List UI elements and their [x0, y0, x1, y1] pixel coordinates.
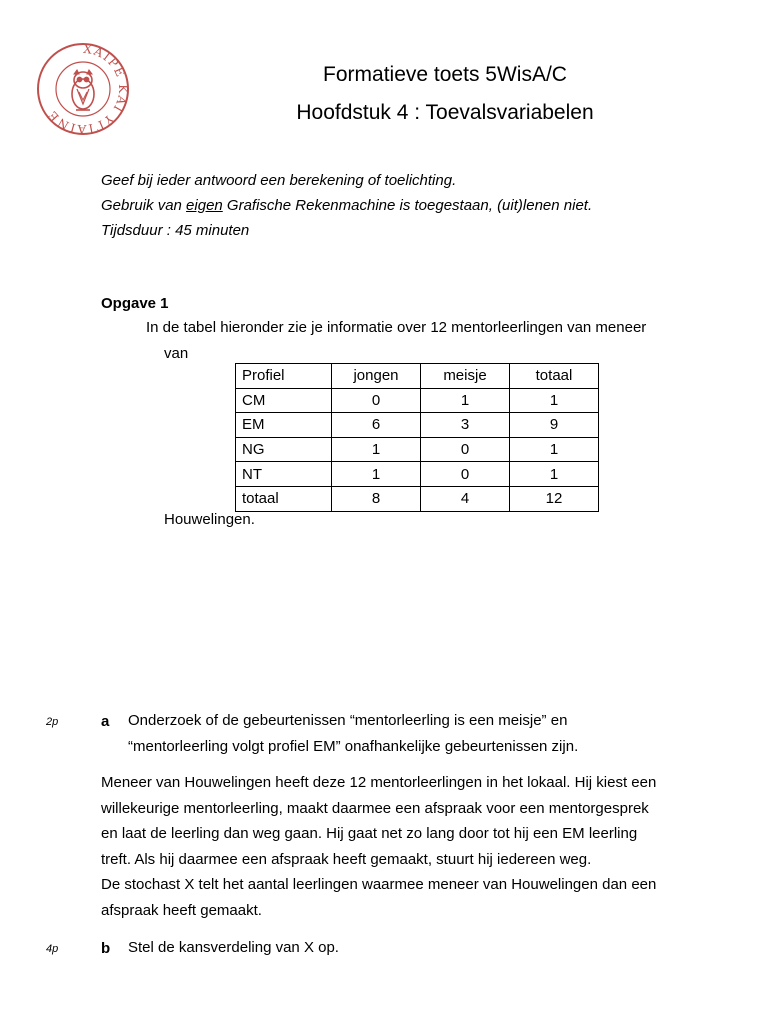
school-logo — [36, 42, 130, 136]
table-cell: 1 — [510, 462, 599, 487]
instruction-line-2 — [101, 193, 592, 218]
table-row — [236, 437, 599, 462]
table-cell: 12 — [510, 486, 599, 511]
exercise-title: Opgave 1 — [101, 295, 169, 312]
table-cell: totaal — [236, 486, 332, 511]
instruction-underlined-word: eigen — [186, 197, 223, 214]
table-cell: 6 — [332, 413, 421, 438]
table-cell: 9 — [510, 413, 599, 438]
instruction-line-1: Geef bij ieder antwoord een berekening of toelichting. — [101, 172, 457, 189]
paragraph-line: willekeurige mentorleerling, maakt daarmee een afspraak voor een mentorgesprek — [101, 799, 649, 817]
table-row — [236, 413, 599, 438]
exercise-intro-line-1: In de tabel hieronder zie je informatie over 12 mentorleerlingen van meneer — [146, 319, 647, 336]
instructions — [101, 168, 592, 243]
table-cell: 1 — [332, 437, 421, 462]
table-header-cell: totaal — [510, 364, 599, 389]
table-cell: 1 — [421, 388, 510, 413]
paragraph-line: afspraak heeft gemaakt. — [101, 901, 262, 919]
table-cell: 1 — [332, 462, 421, 487]
question-a-points: 2p — [46, 716, 59, 728]
question-b-points: 4p — [46, 943, 59, 955]
paragraph-line: De stochast X telt het aantal leerlingen waarmee meneer van Houwelingen dan een — [101, 876, 657, 894]
instruction-line-2-suffix: Grafische Rekenmachine is toegestaan, (uit)lenen niet. — [222, 197, 593, 214]
paragraph-line: en laat de leerling dan weg gaan. Hij gaat net zo lang door tot hij een EM leerling — [101, 825, 638, 843]
mentor-students-table — [235, 363, 599, 512]
table-cell: 1 — [510, 388, 599, 413]
title-line-2: Hoofdstuk 4 : Toevalsvariabelen — [296, 101, 594, 124]
table-header-cell: meisje — [421, 364, 510, 389]
title-line-1: Formatieve toets 5WisA/C — [323, 63, 567, 86]
paragraph-line: treft. Als hij daarmee een afspraak heeft gemaakt, stuurt hij iedereen weg. — [101, 850, 592, 868]
table-cell: 0 — [332, 388, 421, 413]
table-total-row — [236, 486, 599, 511]
table-cell: NG — [236, 437, 332, 462]
question-b-letter: b — [101, 940, 111, 957]
table-cell: EM — [236, 413, 332, 438]
table-row — [236, 388, 599, 413]
table-cell: 1 — [510, 437, 599, 462]
exercise-intro-line-3: Houwelingen. — [164, 511, 255, 528]
instruction-line-3: Tijdsduur : 45 minuten — [101, 222, 250, 239]
page-title — [230, 56, 660, 132]
table-header-cell: jongen — [332, 364, 421, 389]
question-a-text — [128, 708, 578, 760]
table-cell: 8 — [332, 486, 421, 511]
question-b-text: Stel de kansverdeling van X op. — [128, 939, 339, 956]
table-cell: 0 — [421, 437, 510, 462]
table-row — [236, 462, 599, 487]
instruction-line-2-prefix: Gebruik van — [101, 197, 187, 214]
table-cell: 3 — [421, 413, 510, 438]
logo-motto: ΧΑΙΡΕ ΚΑΙ ΥΓΙΑΙΝΕ — [44, 42, 130, 136]
table-header-cell: Profiel — [236, 364, 332, 389]
table-cell: CM — [236, 388, 332, 413]
table-header-row — [236, 364, 599, 389]
question-a-line-1: Onderzoek of de gebeurtenissen “mentorleerling is een meisje” en — [128, 712, 568, 729]
paragraph-line: Meneer van Houwelingen heeft deze 12 mentorleerlingen in het lokaal. Hij kiest een — [101, 774, 657, 791]
question-a-line-2: “mentorleerling volgt profiel EM” onafhankelijke gebeurtenissen zijn. — [128, 738, 579, 755]
problem-paragraph — [101, 770, 691, 924]
table-cell: 0 — [421, 462, 510, 487]
svg-text:ΧΑΙΡΕ ΚΑΙ ΥΓΙΑΙΝΕ — [45, 42, 130, 136]
question-a-letter: a — [101, 713, 110, 730]
table-cell: NT — [236, 462, 332, 487]
table-cell: 4 — [421, 486, 510, 511]
exercise-intro-line-2: van — [164, 345, 189, 362]
